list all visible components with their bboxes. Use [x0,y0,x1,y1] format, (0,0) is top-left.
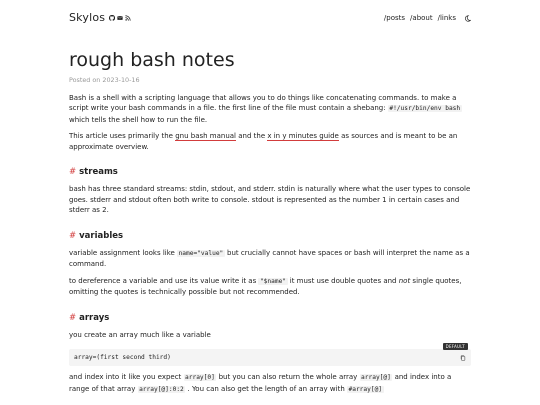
nav-links[interactable]: /links [437,13,456,22]
streams-paragraph: bash has three standard streams: stdin, stdout, and stderr. stdin is naturally where what the user types to console goes. stderr and stdout often both write to console. stdout is represented as the number 1 in certain cases and stderr as 2. [69,185,471,215]
arrays-paragraph-2: and index into it like you expect array[0] but you can also return the whole array array[@] and index into a range of that array array[@]:0:2 . You can also get the length of an array with #array[@] [69,373,452,393]
sources-paragraph: This article uses primarily the gnu bash manual and the x in y minutes guide as sources and is meant to be an approximate overview. [69,132,458,151]
copy-icon[interactable] [460,355,466,361]
index-code: array[0] [185,374,215,382]
link-x-in-y-minutes[interactable]: x in y minutes guide [267,132,339,141]
heading-variables: # variables [69,230,124,241]
article [69,49,471,395]
anchor-variables[interactable]: # [69,230,77,241]
link-gnu-bash-manual[interactable]: gnu bash manual [175,132,237,141]
site-header [69,11,471,25]
intro-paragraph: Bash is a shell with a scripting language that allows you to do things like concatenating commands. to make a script write your bash commands in a file. the first line of the file must contain a shebang: #!/usr/bin/env bash which tells the shell how to run the file. [69,93,461,124]
github-icon[interactable] [109,15,115,21]
nav-posts[interactable]: /posts [383,13,406,22]
heading-arrays: # arrays [69,312,110,323]
variables-paragraph-2: to dereference a variable and use its value write it as "$name" it must use double quotes and not single quotes, omitting the quotes is technically possible but not recommended. [69,276,462,297]
shebang-code: #!/usr/bin/env bash [389,105,461,113]
code-block [69,344,471,366]
social-icons [109,15,131,21]
code-block-content: array=(first second third) [74,354,171,362]
mail-icon[interactable] [117,15,123,21]
dereference-code: "$name" [259,277,287,285]
whole-array-code: array[@] [361,374,391,382]
code-language-badge: DEFAULT [443,343,468,350]
length-code: #array[@] [348,385,383,393]
arrays-paragraph-1: you create an array much like a variable [69,330,211,339]
brand [69,10,131,27]
heading-streams: # streams [69,167,118,178]
assignment-code: name="value" [178,249,224,257]
anchor-arrays[interactable]: # [69,312,77,323]
moon-icon[interactable] [464,15,471,22]
rss-icon[interactable] [125,15,131,21]
variables-paragraph-1: variable assignment looks like name="value" but crucially cannot have spaces or bash will interpret the name as a command. [69,248,470,269]
page-title: rough bash notes [69,49,235,71]
nav-about[interactable]: /about [410,13,433,22]
range-code: array[@]:0:2 [139,385,184,393]
post-date: Posted on 2023-10-16 [69,76,140,84]
anchor-streams[interactable]: # [69,167,77,178]
main-nav [384,13,471,24]
site-title[interactable]: Skylos [69,10,106,24]
